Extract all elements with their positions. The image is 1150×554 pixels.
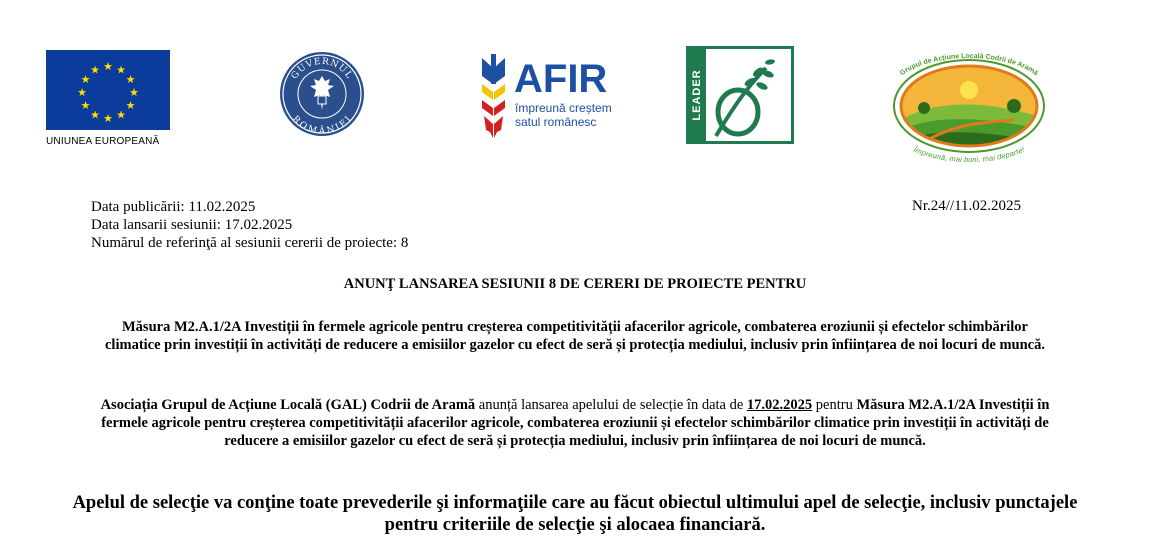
announcement-heading: ANUNŢ LANSAREA SESIUNII 8 DE CERERI DE PROIECTE PENTRU — [343, 276, 807, 292]
svg-text:★: ★ — [90, 108, 100, 122]
gal-slogan: Împreună, mai buni, mai departe! — [912, 144, 1026, 162]
gov-text-top: GUVERNUL — [289, 56, 355, 82]
svg-text:★: ★ — [77, 86, 87, 99]
announcement-text-2: pentru — [812, 397, 857, 413]
announcement-paragraph — [95, 396, 1055, 450]
leader-label: LEADER — [691, 69, 703, 121]
launch-date: Data lansarii sesiunii: 17.02.2025 — [91, 217, 293, 233]
launch-date-highlight: 17.02.2025 — [746, 397, 813, 413]
svg-text:★: ★ — [80, 73, 91, 86]
government-logo — [278, 50, 366, 138]
afir-slogan-line-1: împreună creștem — [515, 101, 612, 115]
afir-slogan-line-2: satul românesc — [515, 115, 597, 129]
eu-label: UNIUNEA EUROPEANĂ — [46, 136, 160, 147]
closing-statement: Apelul de selecţie va conţine toate prevederile şi informaţiile care au făcut obiectul ultimului apel de selecţie, inclusiv punctajele pentru criteriile de selecţie şi alocaea financiară. — [72, 493, 1078, 535]
leader-logo — [686, 46, 794, 144]
organization-name: Asociația Grupul de Acțiune Locală (GAL) Codrii de Aramă — [100, 397, 476, 413]
svg-text:★: ★ — [125, 73, 136, 86]
svg-text:★: ★ — [90, 63, 100, 77]
announcement-text-1: anunță lansarea apelului de selecție în data de — [475, 397, 747, 413]
gov-text-bottom: ROMÂNIEI — [289, 114, 355, 137]
svg-text:★: ★ — [103, 112, 113, 125]
svg-text:★: ★ — [116, 108, 126, 122]
announcement-measure: Măsura M2.A.1/2A Investiții în fermele agricole pentru creșterea competitivității afacerilor agricole, combaterea eroziunii și efectelor schimbărilor climatice prin investiții în activități de reducere a emisiilor gazelor cu efect de seră și protecția mediului, inclusiv prin înființarea de noi locuri de muncă. — [101, 397, 1050, 449]
eu-logo — [46, 50, 172, 147]
svg-text:★: ★ — [125, 99, 136, 112]
session-metadata — [91, 198, 408, 252]
afir-logo — [478, 48, 618, 146]
gal-arc-text: Grupul de Acțiune Locală Codrii de Aramă — [898, 52, 1040, 78]
publish-date: Data publicării: 11.02.2025 — [91, 199, 256, 215]
document-number: Nr.24//11.02.2025 — [912, 198, 1022, 214]
measure-title: Măsura M2.A.1/2A Investiții în fermele agricole pentru creșterea competitivității afacerilor agricole, combaterea eroziunii și efectelor schimbărilor climatice prin investiții în activități de reducere a emisiilor gazelor cu efect de seră și protecția mediului, inclusiv prin înființarea de noi locuri de muncă. — [105, 319, 1045, 353]
svg-text:★: ★ — [103, 60, 113, 73]
gal-logo — [884, 50, 1054, 162]
reference-number: Numărul de referinţă al sesiunii cererii de proiecte: 8 — [91, 235, 409, 251]
afir-name: AFIR — [514, 57, 608, 101]
svg-text:★: ★ — [129, 86, 139, 99]
afir-wheat-icon — [482, 54, 505, 138]
eu-flag-icon — [46, 50, 170, 130]
svg-text:★: ★ — [80, 99, 91, 112]
svg-text:★: ★ — [116, 63, 126, 77]
